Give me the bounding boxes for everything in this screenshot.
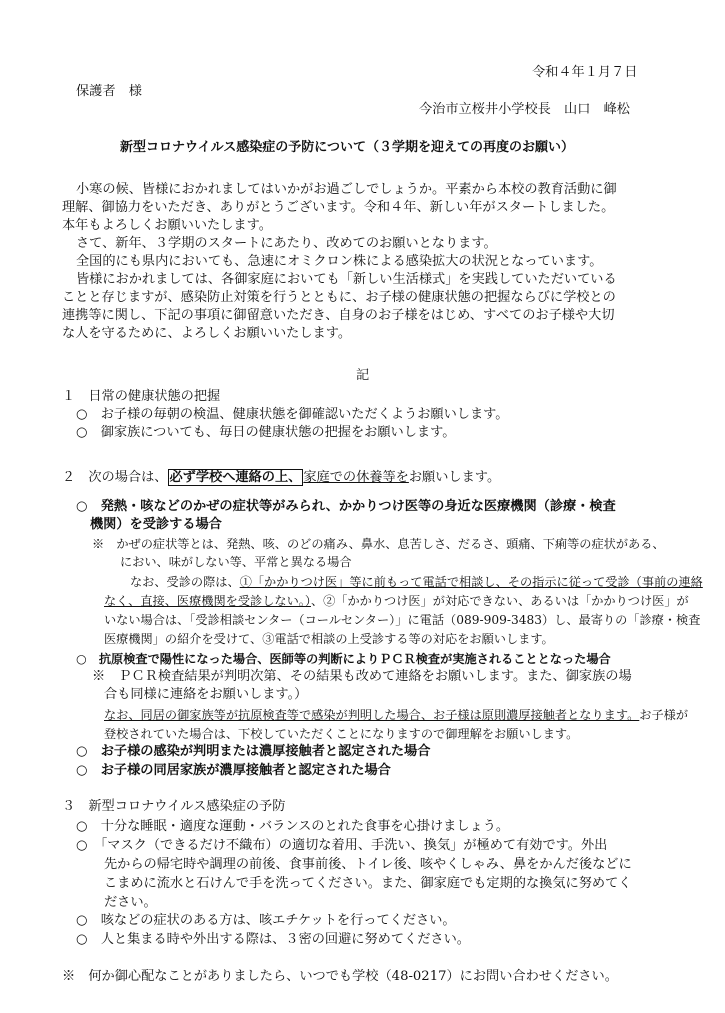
case-1-line: ○ 発熱・咳などのかぜの症状等がみられ、かかりつけ医等の身近な医療機関（診療・検査	[76, 499, 616, 514]
sender: 今治市立桜井小学校長 山口 峰松	[419, 102, 630, 117]
section-3-item: 先からの帰宅時や調理の前後、食事前後、トイレ後、咳やくしゃみ、鼻をかんだ後などに	[104, 857, 632, 872]
case-1-note: におい、味がしない等、平常と異なる場合	[120, 555, 352, 569]
guidance-underlined: なお、同居の御家族等が抗原検査等で感染が判明した場合、お子様は原則濃厚接触者となります。	[104, 708, 640, 722]
intro-line: さて、新年、３学期のスタートにあたり、改めてのお願いとなります。	[76, 236, 497, 251]
guidance-underlined: なく、直接、医療機関を受診しない。）	[104, 594, 311, 608]
section-1-heading: １ 日常の健康状態の把握	[62, 389, 221, 404]
intro-line: 本年もよろしくお願いいたします。	[62, 218, 272, 233]
case-2-note: 合も同様に連絡をお願いします。）	[104, 687, 308, 702]
footer-contact: ※ 何か御心配なことがありましたら、いつでも学校（48-0217）にお問い合わせください。	[62, 969, 618, 984]
section-3-item: ○ 十分な睡眠・適度な運動・バランスのとれた食事を心掛けましょう。	[76, 819, 510, 834]
date: 令和４年１月７日	[532, 65, 638, 80]
intro-line: な人を守るために、よろしくお願いいたします。	[62, 326, 352, 341]
section-3-heading: ３ 新型コロナウイルス感染症の予防	[62, 799, 286, 814]
intro-line: 連携等に関し、下記の事項に御留意いただき、自身のお子様をはじめ、すべてのお子様や大切	[62, 308, 615, 323]
case-2-guidance: 登校されていた場合は、下校していただくことになりますので御理解をお願いします。	[104, 727, 579, 741]
section-1-item: ○ 御家族についても、毎日の健康状態の把握をお願いします。	[76, 425, 456, 440]
guidance-lead: なお、受診の際は、	[130, 575, 240, 589]
section-3-item: こまめに流水と石けんで手を洗ってください。また、御家庭でも定期的な換気に努めてく	[104, 876, 632, 891]
section-3-item: ○ 咳などの症状のある方は、咳エチケットを行ってください。	[76, 913, 456, 928]
case-1-line: 機関）を受診する場合	[90, 517, 222, 532]
case-1-guidance: いない場合は、「受診相談センター（コールセンター）」に電話（089-909-3483）し、最寄りの「診療・検査	[104, 613, 701, 627]
section-2-heading	[62, 470, 500, 486]
case-1-note: ※ かぜの症状等とは、発熱、咳、のどの痛み、鼻水、息苦しさ、だるさ、頭痛、下痢等の症状がある、	[92, 537, 665, 551]
section-3-item: ○ 「マスク（できるだけ不織布）の適切な着用、手洗い、換気」が極めて有効です。外出	[76, 838, 608, 853]
case-2-line: ○ 抗原検査で陽性になった場合、医師等の判断によりＰＣＲ検査が実施されることとなった場合	[76, 652, 611, 666]
intro-line: 皆様におかれましては、各御家庭においても「新しい生活様式」を実践していただいている	[76, 272, 617, 287]
document-title: 新型コロナウイルス感染症の予防について（３学期を迎えての再度のお願い）	[120, 140, 574, 155]
case-1-guidance	[104, 593, 689, 609]
ki-marker: 記	[356, 368, 370, 383]
section-2-heading-lead: ２ 次の場合は、	[62, 470, 168, 485]
case-3-line: ○ お子様の感染が判明または濃厚接触者と認定された場合	[76, 744, 431, 759]
case-2-note: ※ ＰＣＲ検査結果が判明次第、その結果も改めて連絡をお願いします。また、御家族の場	[92, 669, 632, 684]
intro-line: 小寒の候、皆様におかれましてはいかがお過ごしでしょうか。平素から本校の教育活動に御	[76, 182, 617, 197]
section-1-item: ○ お子様の毎朝の検温、健康状態を御確認いただくようお願いします。	[76, 407, 509, 422]
section-3-item: ださい。	[104, 895, 157, 910]
intro-line: 全国的にも県内においても、急速にオミクロン株による感染拡大の状況となっています。	[76, 254, 603, 269]
case-4-line: ○ お子様の同居家族が濃厚接触者と認定された場合	[76, 763, 391, 778]
home-rest-emphasis: 家庭での休養等を	[303, 470, 409, 485]
case-1-guidance	[130, 574, 703, 590]
section-2-heading-tail: お願いします。	[408, 470, 501, 485]
guidance-text: 、②「かかりつけ医」が対応できない、あるいは「かかりつけ医」が	[310, 594, 689, 608]
guidance-text: お子様が	[639, 708, 689, 722]
section-3-item: ○ 人と集まる時や外出する際は、３密の回避に努めてください。	[76, 932, 470, 947]
guidance-underlined: ①「かかりつけ医」等に前もって電話で相談し、その指示に従って受診（事前の連絡	[239, 575, 703, 589]
intro-line: 理解、御協力をいただき、ありがとうございます。令和４年、新しい年がスタートしました。	[62, 200, 615, 215]
case-2-guidance	[104, 707, 688, 723]
case-1-guidance: 医療機関」の紹介を受けて、③電話で相談の上受診する等の対応をお願いします。	[104, 632, 554, 646]
intro-line: ことと存じますが、感染防止対策を行うとともに、お子様の健康状態の把握ならびに学校との	[62, 290, 616, 305]
contact-school-emphasis: 必ず学校へ連絡の上、	[169, 470, 302, 485]
addressee: 保護者 様	[76, 84, 142, 99]
